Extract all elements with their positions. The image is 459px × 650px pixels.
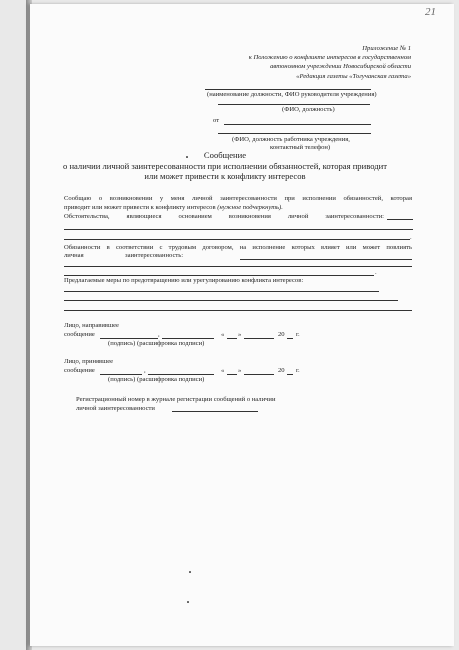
p3-answer-line-1[interactable] bbox=[64, 266, 412, 267]
sender-label-2: сообщение bbox=[64, 331, 95, 338]
employee-caption-1: (ФИО, должность работника учреждения, bbox=[232, 136, 350, 143]
receiver-signature-line[interactable] bbox=[100, 374, 142, 375]
appendix-line-2: к Положению о конфликте интересов в государственном bbox=[248, 54, 411, 62]
p3-line-1: Обязанности в соответствии с трудовым договором, на исполнение которых влияет или может повлиять bbox=[64, 244, 412, 251]
p4-line-1: Предлагаемые меры по предотвращению или урегулированию конфликта интересов: bbox=[64, 277, 304, 284]
receiver-day-line[interactable] bbox=[227, 374, 237, 375]
from-label: от bbox=[213, 117, 220, 124]
p4-answer-line-1[interactable] bbox=[64, 291, 379, 292]
p2-answer-line-2[interactable] bbox=[64, 239, 410, 240]
sender-quote-open: « bbox=[221, 331, 225, 338]
sender-label-1: Лицо, направившее bbox=[64, 322, 119, 329]
document-title bbox=[40, 150, 410, 182]
registration-number-line[interactable] bbox=[172, 411, 258, 412]
p4-answer-line-3[interactable] bbox=[64, 310, 412, 311]
appendix-line-4: «Редакция газеты «Тогучанская газета» bbox=[296, 72, 411, 80]
receiver-year: 20 bbox=[278, 367, 285, 374]
title-line-2: о наличии личной заинтересованности при исполнении обязанностей, которая приводит bbox=[63, 160, 387, 171]
receiver-year-suffix: г. bbox=[296, 367, 300, 374]
p2-answer-line-0[interactable] bbox=[387, 219, 413, 220]
head-position-line[interactable] bbox=[205, 89, 371, 90]
p4-answer-line-2[interactable] bbox=[64, 300, 398, 301]
receiver-quote-open: « bbox=[221, 367, 225, 374]
fio-position-caption: (ФИО, должность) bbox=[282, 106, 335, 113]
employee-caption-2: контактный телефон) bbox=[270, 144, 331, 151]
p2-answer-line-1[interactable] bbox=[64, 229, 413, 230]
registration-line-1: Регистрационный номер в журнале регистрации сообщений о наличии bbox=[76, 396, 276, 403]
appendix-header bbox=[215, 44, 411, 81]
receiver-month-line[interactable] bbox=[244, 374, 274, 375]
sender-day-line[interactable] bbox=[227, 338, 237, 339]
receiver-signature-caption: (подпись) (расшифровка подписи) bbox=[108, 376, 205, 383]
sender-month-line[interactable] bbox=[244, 338, 274, 339]
appendix-line-1: Приложение № 1 bbox=[362, 45, 411, 52]
p2-line-1: Обстоятельства, являющиеся основанием возникновения личной заинтересованности: bbox=[64, 213, 384, 220]
appendix-line-3: автономном учреждении Новосибирской области bbox=[270, 63, 411, 71]
sender-name-line[interactable] bbox=[162, 338, 214, 339]
p1-note: (нужное подчеркнуть). bbox=[217, 204, 283, 211]
p1-line-2 bbox=[64, 203, 283, 212]
p1-line-2-text: приводит или может привести к конфликту интересов bbox=[64, 204, 216, 211]
p3-answer-line-0[interactable] bbox=[240, 259, 412, 260]
receiver-label-1: Лицо, принявшее bbox=[64, 358, 114, 365]
title-line-3: или может привести к конфликту интересов bbox=[144, 171, 306, 181]
scan-speck-2 bbox=[189, 571, 191, 573]
employee-line-1[interactable] bbox=[224, 124, 371, 125]
registration-line-2: личной заинтересованности bbox=[76, 405, 155, 412]
title-line-1: Сообщение bbox=[203, 150, 247, 160]
p3-end-mark: . bbox=[375, 269, 377, 276]
p1-line-1: Сообщаю о возникновении у меня личной заинтересованности при исполнении обязанностей, которая bbox=[64, 195, 412, 202]
receiver-label-2: сообщение bbox=[64, 367, 95, 374]
sender-signature-caption: (подпись) (расшифровка подписи) bbox=[108, 340, 205, 347]
p2-end-mark: . bbox=[410, 234, 412, 241]
employee-line-2[interactable] bbox=[218, 133, 371, 134]
sender-year-line[interactable] bbox=[287, 338, 293, 339]
receiver-name-line[interactable] bbox=[148, 374, 214, 375]
receiver-year-line[interactable] bbox=[287, 374, 293, 375]
p3-word-interest: заинтересованность: bbox=[125, 252, 184, 259]
head-fio-line[interactable] bbox=[218, 104, 370, 105]
receiver-comma: , bbox=[144, 367, 146, 374]
sender-quote-close: » bbox=[238, 331, 242, 338]
scan-speck-3 bbox=[187, 601, 189, 603]
sender-year-suffix: г. bbox=[296, 331, 300, 338]
receiver-quote-close: » bbox=[238, 367, 242, 374]
sender-signature-line[interactable] bbox=[100, 338, 158, 339]
scan-speck bbox=[186, 156, 188, 158]
sender-year: 20 bbox=[278, 331, 285, 338]
p3-word-personal: личная bbox=[64, 252, 84, 259]
page-number: 21 bbox=[425, 6, 436, 18]
head-position-caption: (наименование должности, ФИО руководителя учреждения) bbox=[207, 91, 377, 98]
sender-comma: , bbox=[158, 331, 160, 338]
